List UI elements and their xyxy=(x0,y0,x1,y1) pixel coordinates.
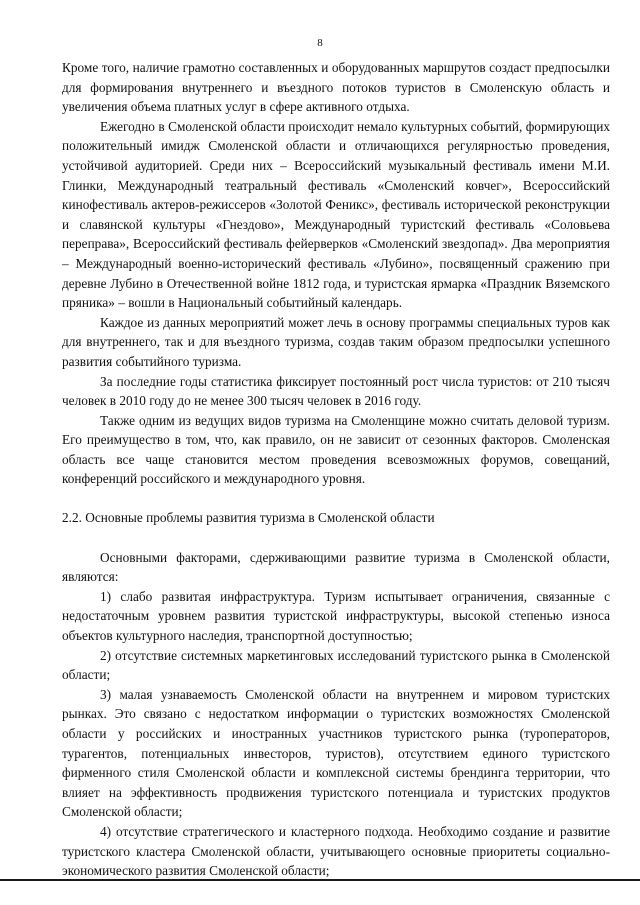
document-body xyxy=(62,58,610,881)
page-number: 8 xyxy=(317,37,323,49)
section-intro: Основными факторами, сдерживающими развитие туризма в Смоленской области, являются: xyxy=(62,549,610,585)
paragraph-cultural-events: Ежегодно в Смоленской области происходит немало культурных событий, формирующих положительный имидж Смоленской области и отличающихся регулярностью проведения, устойчивой аудиторией. Среди них – Всероссийский музыкальный фестиваль имени М.И. Глинки, Международный театральный фестиваль «Смоленский ковчег», Всероссийский кинофестиваль актеров-режиссеров «Золотой Феникс», фестиваль исторической реконструкции и славянской культуры «Гнездово», Международный туристский фестиваль «Соловьева переправа», Всероссийский фестиваль фейерверков «Смоленский звездопад». Два мероприятия – Международный военно-исторический фестиваль «Лубино», посвященный сражению при деревне Лубино в Отечественной войне 1812 года, и туристская ярмарка «Праздник Вяземского пряника» – вошли в Национальный событийный календарь. xyxy=(62,118,610,311)
list-item-marketing-research: 2) отсутствие системных маркетинговых исследований туристского рынка в Смоленской области; xyxy=(62,647,610,683)
section-heading: 2.2. Основные проблемы развития туризма в Смоленской области xyxy=(62,510,435,526)
paragraph-special-tours: Каждое из данных мероприятий может лечь в основу программы специальных туров как для внутреннего, так и для въездного туризма, создав таким образом предпосылки успешного развития событийного туризма. xyxy=(62,314,610,369)
paragraph-routes: Кроме того, наличие грамотно составленных и оборудованных маршрутов создаст предпосылки для формирования внутреннего и въездного потоков туристов в Смоленскую область и увеличения объема платных услуг в сфере активного отдыха. xyxy=(62,60,610,115)
list-item-recognition: 3) малая узнаваемость Смоленской области на внутреннем и мировом туристских рынках. Это связано с недостатком информации о туристских возможностях Смоленской области у российских и иностранных участников туристского рынка (туроператоров, турагентов, потенциальных инвесторов, туристов), отсутствием единого туристского фирменного стиля Смоленской области и комплексной системы брендинга территории, что влияет на эффективность продвижения туристского потенциала и туристских продуктов Смоленской области; xyxy=(62,686,610,820)
footer-divider xyxy=(0,879,640,881)
list-item-cluster-approach: 4) отсутствие стратегического и кластерного подхода. Необходимо создание и развитие туристского кластера Смоленской области, учитывающего основные приоритеты социально-экономического развития Смоленской области; xyxy=(62,823,610,879)
paragraph-tourist-statistics: За последние годы статистика фиксирует постоянный рост числа туристов: от 210 тысяч человек в 2010 году до не менее 300 тысяч человек в 2016 году. xyxy=(62,373,610,409)
list-item-infrastructure: 1) слабо развитая инфраструктура. Туризм испытывает ограничения, связанные с недостаточным уровнем развития туристской инфраструктуры, высокой степенью износа объектов культурного наследия, транспортной доступностью; xyxy=(62,588,610,644)
paragraph-business-tourism: Также одним из ведущих видов туризма на Смоленщине можно считать деловой туризм. Его преимущество в том, что, как правило, он не зависит от сезонных факторов. Смоленская область все чаще становится местом проведения всевозможных форумов, совещаний, конференций российского и международного уровня. xyxy=(62,412,610,487)
